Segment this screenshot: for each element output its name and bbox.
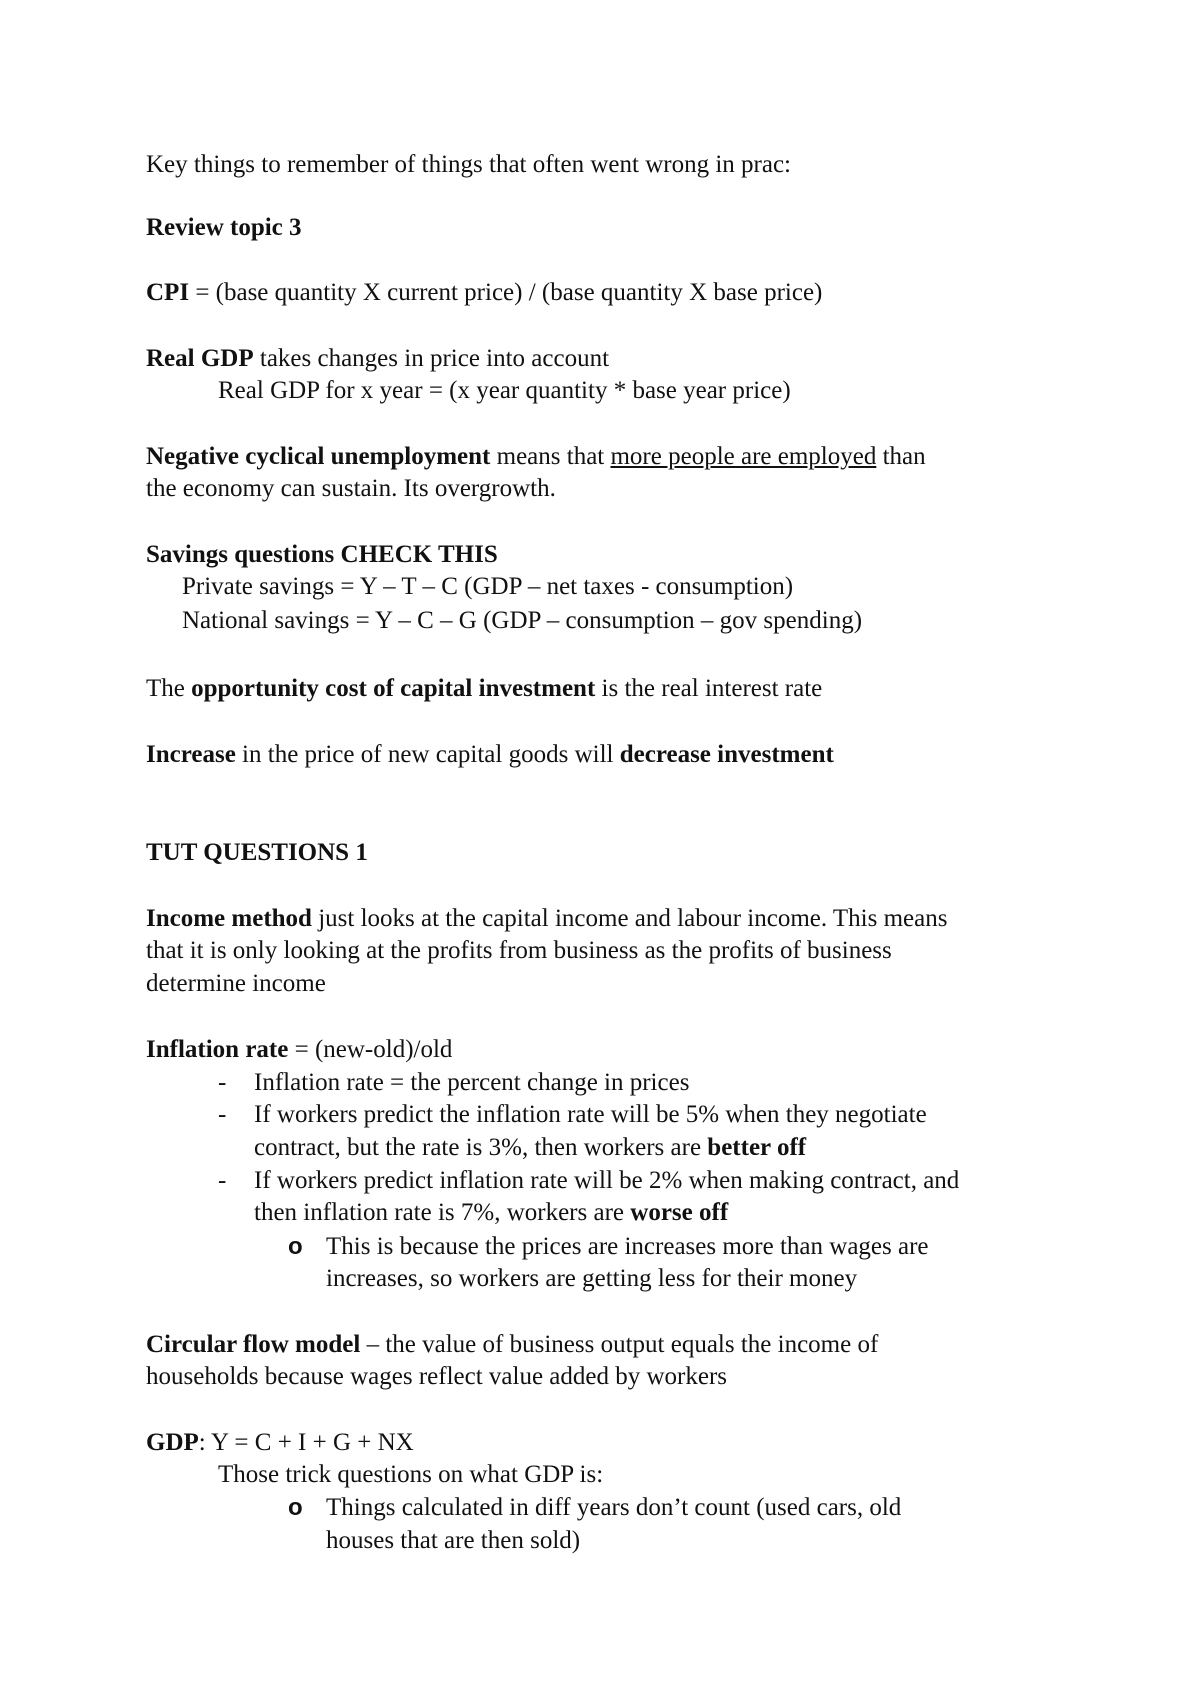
income-method-line xyxy=(146,904,947,934)
inflation-item-2-line-2 xyxy=(254,1133,806,1163)
inflation-item-3-line-2 xyxy=(254,1198,728,1228)
opportunity-rest: is the real interest rate xyxy=(595,675,823,702)
cpi-line xyxy=(146,278,822,308)
inflation-rate-line xyxy=(146,1035,452,1065)
circular-flow-line xyxy=(146,1330,878,1360)
inflation-item-1: Inflation rate = the percent change in prices xyxy=(254,1069,690,1096)
negative-cyclical-mid: means that xyxy=(490,443,611,470)
inflation-item-3-text: then inflation rate is 7%, workers are xyxy=(254,1199,631,1226)
circular-flow-rest: – the value of business output equals the income of xyxy=(360,1331,879,1358)
opportunity-term: opportunity cost of capital investment xyxy=(191,675,596,702)
inflation-item-3: If workers predict inflation rate will be 2% when making contract, and xyxy=(254,1167,960,1194)
cpi-term: CPI xyxy=(146,279,190,306)
gdp-bullet-item-line-2: houses that are then sold) xyxy=(326,1527,581,1554)
opportunity-pre: The xyxy=(146,675,192,702)
negative-cyclical-line-2: the economy can sustain. Its overgrowth. xyxy=(146,475,556,502)
negative-cyclical-underlined: more people are employed xyxy=(610,443,877,470)
worse-off-emphasis: worse off xyxy=(630,1199,729,1226)
gdp-formula: : Y = C + I + G + NX xyxy=(198,1429,414,1456)
income-method-rest: just looks at the capital income and labour income. This means xyxy=(311,905,948,932)
increase-line xyxy=(146,740,834,770)
income-method-line-3: determine income xyxy=(146,970,326,997)
gdp-trick-line: Those trick questions on what GDP is: xyxy=(218,1461,604,1488)
inflation-sub-item-line-2: increases, so workers are getting less for their money xyxy=(326,1265,858,1292)
increase-term: Increase xyxy=(146,741,236,768)
circular-flow-term: Circular flow model xyxy=(146,1331,361,1358)
real-gdp-description: takes changes in price into account xyxy=(253,345,610,372)
intro-line: Key things to remember of things that often went wrong in prac: xyxy=(146,151,791,178)
national-savings-line: National savings = Y – C – G (GDP – consumption – gov spending) xyxy=(182,607,863,634)
inflation-item-2: If workers predict the inflation rate will be 5% when they negotiate xyxy=(254,1101,927,1128)
real-gdp-formula: Real GDP for x year = (x year quantity * base year price) xyxy=(218,377,791,404)
review-heading: Review topic 3 xyxy=(146,214,302,241)
negative-cyclical-term: Negative cyclical unemployment xyxy=(146,443,491,470)
circle-bullet-icon: o xyxy=(288,1494,303,1521)
inflation-rate-formula: = (new-old)/old xyxy=(288,1036,453,1063)
income-method-term: Income method xyxy=(146,905,312,932)
private-savings-line: Private savings = Y – T – C (GDP – net taxes - consumption) xyxy=(182,573,794,600)
negative-cyclical-after: than xyxy=(876,443,926,470)
gdp-term: GDP xyxy=(146,1429,199,1456)
gdp-bullet-item: Things calculated in diff years don’t count (used cars, old xyxy=(326,1494,902,1521)
increase-term-2: decrease investment xyxy=(619,741,834,768)
negative-cyclical-line xyxy=(146,442,926,472)
dash-bullet: - xyxy=(218,1167,227,1194)
tut-heading: TUT QUESTIONS 1 xyxy=(146,839,368,866)
dash-bullet: - xyxy=(218,1101,227,1128)
real-gdp-line xyxy=(146,344,609,374)
increase-mid: in the price of new capital goods will xyxy=(235,741,620,768)
inflation-rate-term: Inflation rate xyxy=(146,1036,289,1063)
gdp-line xyxy=(146,1428,414,1458)
inflation-sub-item: This is because the prices are increases more than wages are xyxy=(326,1233,929,1260)
cpi-formula: = (base quantity X current price) / (base quantity X base price) xyxy=(189,279,823,306)
opportunity-cost-line xyxy=(146,674,822,704)
circular-flow-line-2: households because wages reflect value added by workers xyxy=(146,1363,728,1390)
inflation-item-2-text: contract, but the rate is 3%, then workers are xyxy=(254,1134,708,1161)
savings-heading: Savings questions CHECK THIS xyxy=(146,541,498,568)
real-gdp-term: Real GDP xyxy=(146,345,254,372)
dash-bullet: - xyxy=(218,1069,227,1096)
better-off-emphasis: better off xyxy=(707,1134,807,1161)
income-method-line-2: that it is only looking at the profits from business as the profits of business xyxy=(146,937,892,964)
circle-bullet-icon: o xyxy=(288,1233,303,1260)
